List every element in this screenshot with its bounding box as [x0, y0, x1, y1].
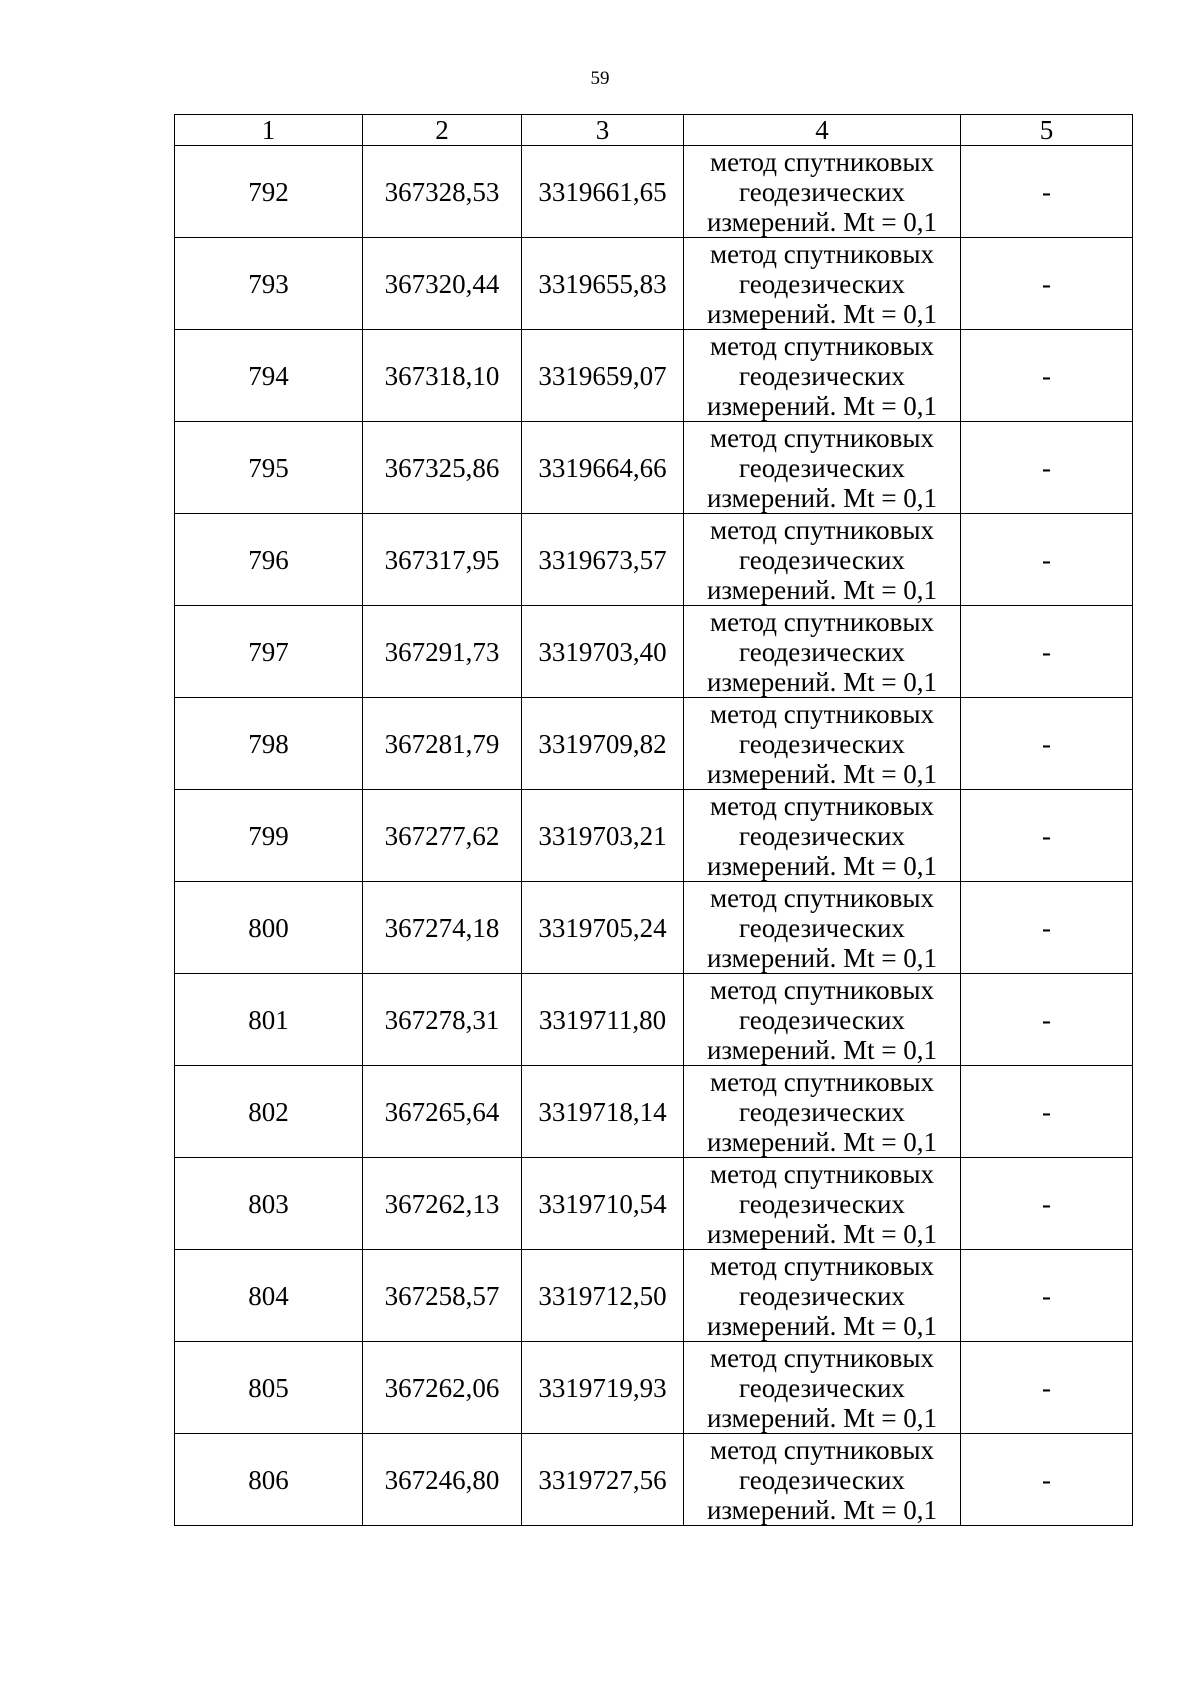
point-number-cell: 795	[175, 422, 363, 514]
header-col-2: 2	[363, 115, 522, 146]
y-coordinate-cell: 3319655,83	[522, 238, 684, 330]
header-col-1: 1	[175, 115, 363, 146]
note-cell: -	[961, 606, 1133, 698]
method-cell: метод спутниковых геодезических измерений. Mt = 0,1	[684, 1066, 961, 1158]
header-col-5: 5	[961, 115, 1133, 146]
table-row	[175, 330, 1133, 422]
note-cell: -	[961, 974, 1133, 1066]
method-cell: метод спутниковых геодезических измерений. Mt = 0,1	[684, 146, 961, 238]
table-row	[175, 238, 1133, 330]
table-row	[175, 974, 1133, 1066]
x-coordinate-cell: 367265,64	[363, 1066, 522, 1158]
note-cell: -	[961, 1342, 1133, 1434]
note-cell: -	[961, 1158, 1133, 1250]
point-number-cell: 804	[175, 1250, 363, 1342]
x-coordinate-cell: 367278,31	[363, 974, 522, 1066]
table-row	[175, 882, 1133, 974]
point-number-cell: 800	[175, 882, 363, 974]
table-header	[175, 115, 1133, 146]
note-cell: -	[961, 1434, 1133, 1526]
method-cell: метод спутниковых геодезических измерений. Mt = 0,1	[684, 974, 961, 1066]
y-coordinate-cell: 3319661,65	[522, 146, 684, 238]
table-row	[175, 146, 1133, 238]
table-row	[175, 1158, 1133, 1250]
x-coordinate-cell: 367258,57	[363, 1250, 522, 1342]
header-col-3: 3	[522, 115, 684, 146]
point-number-cell: 796	[175, 514, 363, 606]
x-coordinate-cell: 367262,06	[363, 1342, 522, 1434]
y-coordinate-cell: 3319710,54	[522, 1158, 684, 1250]
table-row	[175, 1250, 1133, 1342]
note-cell: -	[961, 238, 1133, 330]
method-cell: метод спутниковых геодезических измерений. Mt = 0,1	[684, 1250, 961, 1342]
x-coordinate-cell: 367317,95	[363, 514, 522, 606]
method-cell: метод спутниковых геодезических измерений. Mt = 0,1	[684, 514, 961, 606]
method-cell: метод спутниковых геодезических измерений. Mt = 0,1	[684, 330, 961, 422]
method-cell: метод спутниковых геодезических измерений. Mt = 0,1	[684, 790, 961, 882]
x-coordinate-cell: 367274,18	[363, 882, 522, 974]
point-number-cell: 805	[175, 1342, 363, 1434]
point-number-cell: 799	[175, 790, 363, 882]
note-cell: -	[961, 790, 1133, 882]
y-coordinate-cell: 3319711,80	[522, 974, 684, 1066]
table-row	[175, 1066, 1133, 1158]
y-coordinate-cell: 3319718,14	[522, 1066, 684, 1158]
method-cell: метод спутниковых геодезических измерений. Mt = 0,1	[684, 606, 961, 698]
point-number-cell: 797	[175, 606, 363, 698]
coordinates-table	[174, 114, 1133, 1526]
note-cell: -	[961, 698, 1133, 790]
point-number-cell: 792	[175, 146, 363, 238]
method-cell: метод спутниковых геодезических измерений. Mt = 0,1	[684, 238, 961, 330]
table-row	[175, 790, 1133, 882]
y-coordinate-cell: 3319703,21	[522, 790, 684, 882]
method-cell: метод спутниковых геодезических измерений. Mt = 0,1	[684, 1342, 961, 1434]
x-coordinate-cell: 367291,73	[363, 606, 522, 698]
y-coordinate-cell: 3319664,66	[522, 422, 684, 514]
note-cell: -	[961, 330, 1133, 422]
y-coordinate-cell: 3319673,57	[522, 514, 684, 606]
table-row	[175, 1342, 1133, 1434]
point-number-cell: 806	[175, 1434, 363, 1526]
table-row	[175, 514, 1133, 606]
note-cell: -	[961, 882, 1133, 974]
y-coordinate-cell: 3319659,07	[522, 330, 684, 422]
x-coordinate-cell: 367325,86	[363, 422, 522, 514]
point-number-cell: 794	[175, 330, 363, 422]
x-coordinate-cell: 367262,13	[363, 1158, 522, 1250]
note-cell: -	[961, 422, 1133, 514]
note-cell: -	[961, 146, 1133, 238]
x-coordinate-cell: 367318,10	[363, 330, 522, 422]
page-number: 59	[590, 68, 610, 89]
point-number-cell: 801	[175, 974, 363, 1066]
note-cell: -	[961, 514, 1133, 606]
header-row	[175, 115, 1133, 146]
y-coordinate-cell: 3319703,40	[522, 606, 684, 698]
y-coordinate-cell: 3319719,93	[522, 1342, 684, 1434]
y-coordinate-cell: 3319709,82	[522, 698, 684, 790]
method-cell: метод спутниковых геодезических измерений. Mt = 0,1	[684, 1434, 961, 1526]
y-coordinate-cell: 3319727,56	[522, 1434, 684, 1526]
table-row	[175, 698, 1133, 790]
header-col-4: 4	[684, 115, 961, 146]
x-coordinate-cell: 367328,53	[363, 146, 522, 238]
point-number-cell: 793	[175, 238, 363, 330]
x-coordinate-cell: 367281,79	[363, 698, 522, 790]
method-cell: метод спутниковых геодезических измерений. Mt = 0,1	[684, 882, 961, 974]
table-row	[175, 1434, 1133, 1526]
method-cell: метод спутниковых геодезических измерений. Mt = 0,1	[684, 698, 961, 790]
method-cell: метод спутниковых геодезических измерений. Mt = 0,1	[684, 1158, 961, 1250]
point-number-cell: 802	[175, 1066, 363, 1158]
point-number-cell: 803	[175, 1158, 363, 1250]
method-cell: метод спутниковых геодезических измерений. Mt = 0,1	[684, 422, 961, 514]
note-cell: -	[961, 1066, 1133, 1158]
x-coordinate-cell: 367320,44	[363, 238, 522, 330]
x-coordinate-cell: 367246,80	[363, 1434, 522, 1526]
y-coordinate-cell: 3319705,24	[522, 882, 684, 974]
table-row	[175, 606, 1133, 698]
note-cell: -	[961, 1250, 1133, 1342]
table-body	[175, 146, 1133, 1526]
y-coordinate-cell: 3319712,50	[522, 1250, 684, 1342]
point-number-cell: 798	[175, 698, 363, 790]
table-row	[175, 422, 1133, 514]
x-coordinate-cell: 367277,62	[363, 790, 522, 882]
